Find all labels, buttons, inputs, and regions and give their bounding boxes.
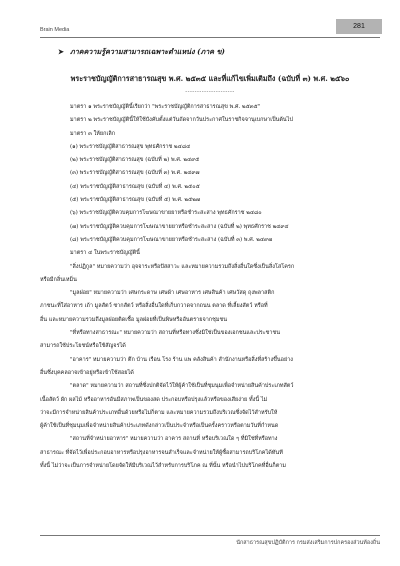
body-line: มาตรา ๓ ให้ยกเลิก [70,130,116,137]
page-number-box: 281 [336,19,382,34]
body-line: "ตลาด" หมายความว่า สถานที่ซึ่งปกติจัดไว้ให้ผู้ค้าใช้เป็นที่ชุมนุมเพื่อจำหน่ายสินค้าประเภทสัตว์ [70,383,294,390]
body-line: "สถานที่จำหน่ายอาหาร" หมายความว่า อาคาร สถานที่ หรือบริเวณใด ๆ ที่มิใช่ที่หรือทาง [70,436,278,443]
section-heading-text: ภาคความรู้ความสามารถเฉพาะตำแหน่ง (ภาค ข) [70,47,225,56]
body-line: (๖) พระราชบัญญัติควบคุมการโฆษณาขายยาหรือชำระสะสาง พุทธศักราช ๒๔๘๐ [70,210,262,217]
body-line: (๓) พระราชบัญญัติสาธารณสุข (ฉบับที่ ๓) พ.ศ. ๒๔๙๗ [70,170,200,177]
body-line: มาตรา ๑ พระราชบัญญัตินี้เรียกว่า "พระราชบัญญัติการสาธารณสุข พ.ศ. ๒๕๓๕" [70,104,261,110]
body-text [40,101,380,473]
body-line: (๘) พระราชบัญญัติควบคุมการโฆษณาขายยาหรือชำระสะสาง (ฉบับที่ ๓) พ.ศ. ๒๔๙๗ [70,236,273,243]
body-line: "สิ่งปฏิกูล" หมายความว่า อุจจาระหรือปัสสาวะ และหมายความรวมถึงสิ่งอื่นใดซึ่งเป็นสิ่งโสโครก [70,263,295,270]
body-line: ทั้งนี้ ไม่ว่าจะเป็นการจำหน่ายโดยจัดให้มีบริเวณไว้สำหรับการบริโภค ณ ที่นั้น หรือนำไปบริโภคที่อื่นก็ตาม [40,463,287,470]
arrow-icon: ➤ [58,47,65,56]
body-line: "มูลฝอย" หมายความว่า เศษกระดาษ เศษผ้า เศษอาหาร เศษสินค้า เศษวัสดุ ถุงพลาสติก [70,290,275,297]
body-line: (๒) พระราชบัญญัติสาธารณสุข (ฉบับที่ ๒) พ.ศ. ๒๔๙๕ [70,157,200,164]
body-line: สามารถใช้ประโยชน์หรือใช้สัญจรได้ [40,343,126,350]
body-line: (๑) พระราชบัญญัติสาธารณสุข พุทธศักราช ๒๔๘๔ [70,143,191,150]
body-line: ว่าจะมีการจำหน่ายสินค้าประเภทอื่นด้วยหรือไม่ก็ตาม และหมายความรวมถึงบริเวณซึ่งจัดไว้สำหรับให้ [40,409,278,416]
body-line: สาธารณะ ที่จัดไว้เพื่อประกอบอาหารหรือปรุงอาหารจนสำเร็จและจำหน่ายให้ผู้ซื้อสามารถบริโภคได้ทันที [40,449,283,456]
body-line: ภาชนะที่ใส่อาหาร เถ้า มูลสัตว์ ซากสัตว์ หรือสิ่งอื่นใดที่เก็บกวาดจากถนน ตลาด ที่เลี้ยงสัตว์ หรือที่ [40,303,268,310]
body-line: ผู้ค้าใช้เป็นที่ชุมนุมเพื่อจำหน่ายสินค้าประเภทดังกล่าวเป็นประจำหรือเป็นครั้งคราวหรือตามวันที่กำหนด [40,423,279,430]
body-line: มาตรา ๔ ในพระราชบัญญัตินี้ [70,250,140,257]
law-title: พระราชบัญญัติการสาธารณสุข พ.ศ. ๒๕๓๕ และที่แก้ไขเพิ่มเติมถึง (ฉบับที่ ๓) พ.ศ. ๒๕๖๐ [70,74,350,83]
title-divider: --------------------- [185,89,235,95]
body-line: มาตรา ๒ พระราชบัญญัตินี้ให้ใช้บังคับตั้งแต่วันถัดจากวันประกาศในราชกิจจานุเบกษาเป็นต้นไป [70,117,293,124]
body-line: หรือมีกลิ่นเหม็น [40,276,77,283]
body-line: (๗) พระราชบัญญัติควบคุมการโฆษณาขายยาหรือชำระสะสาง (ฉบับที่ ๒) พุทธศักราช ๒๔๙๔ [70,223,289,230]
body-line: "ที่หรือทางสาธารณะ" หมายความว่า สถานที่หรือทางซึ่งมิใช่เป็นของเอกชนและประชาชน [70,330,280,337]
section-heading [58,47,225,58]
footer-text: นักสาธารณสุขปฏิบัติการ กรมส่งเสริมการปกครองส่วนท้องถิ่น [236,540,380,546]
body-line: (๕) พระราชบัญญัติสาธารณสุข (ฉบับที่ ๕) พ.ศ. ๒๕๒๗ [70,197,200,204]
footer-rule [40,535,380,536]
body-line: อื่นซึ่งบุคคลอาจเข้าอยู่หรือเข้าใช้สอยได้ [40,369,134,376]
body-line: (๔) พระราชบัญญัติสาธารณสุข (ฉบับที่ ๔) พ.ศ. ๒๕๐๕ [70,183,200,190]
body-line: "อาคาร" หมายความว่า ตึก บ้าน เรือน โรง ร้าน แพ คลังสินค้า สำนักงานหรือสิ่งที่สร้างขึ้นอย่าง [70,356,293,363]
body-line: อื่น และหมายความรวมถึงมูลฝอยติดเชื้อ มูลฝอยที่เป็นพิษหรืออันตรายจากชุมชน [40,316,227,323]
header-rule [40,37,380,38]
brand-label: Brain Media [40,27,70,33]
body-line: เนื้อสัตว์ ผัก ผลไม้ หรืออาหารอันมีสภาพเป็นของสด ประกอบหรือปรุงแล้วหรือของเสียง่าย ทั้งนี้ ไม่ [40,396,268,403]
